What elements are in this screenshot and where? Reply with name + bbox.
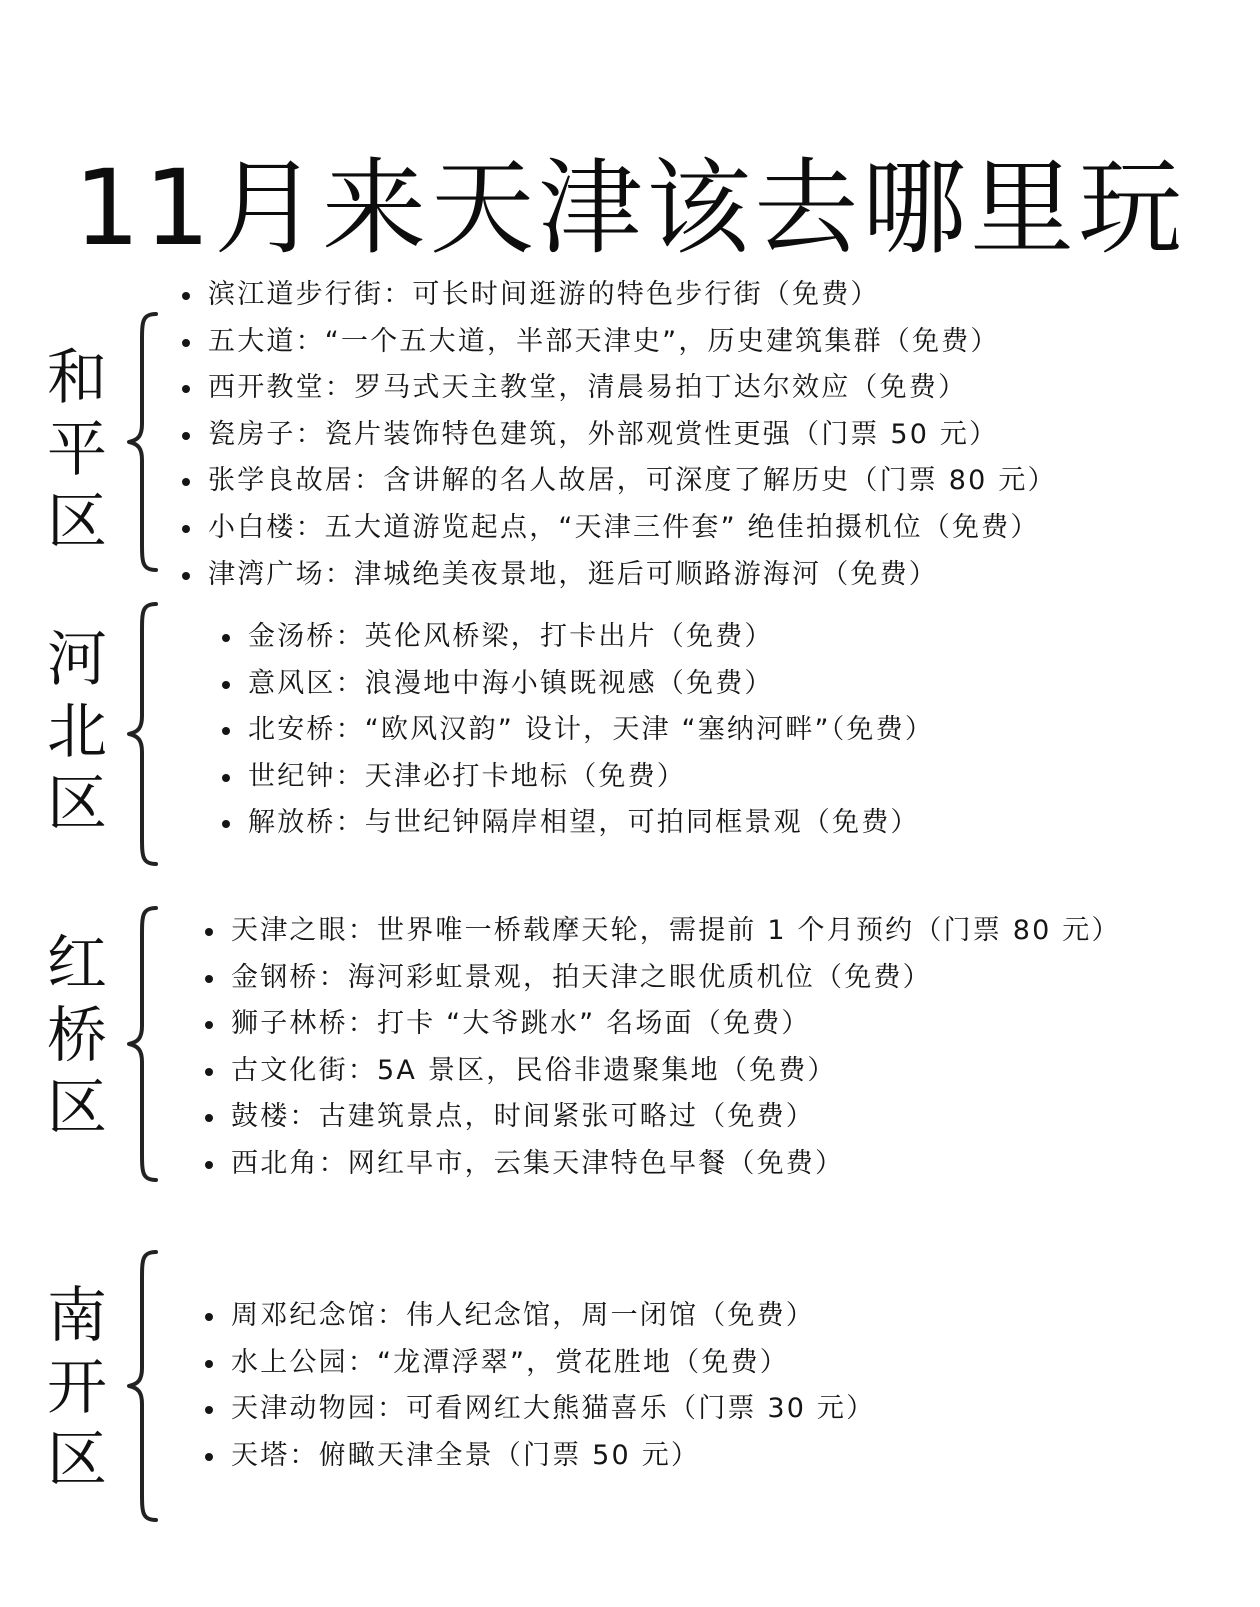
list-item: 瓷房子：瓷片装饰特色建筑，外部观赏性更强（门票 50 元） [208,412,1057,459]
bullet-icon [205,928,213,936]
district-name: 红 桥 区 [47,929,107,1143]
list-item: 鼓楼：古建筑景点，时间紧张可略过（免费） [231,1094,1121,1141]
bullet-icon [182,478,190,486]
item-list [208,272,1057,598]
bullet-icon [182,525,190,533]
list-item: 西北角：网红早市，云集天津特色早餐（免费） [231,1141,1121,1188]
list-item: 金汤桥：英伦风桥梁，打卡出片（免费） [248,614,934,661]
bullet-icon [222,774,230,782]
list-item: 滨江道步行街：可长时间逛游的特色步行街（免费） [208,272,1057,319]
bullet-icon [182,572,190,580]
list-item: 金钢桥：海河彩虹景观，拍天津之眼优质机位（免费） [231,955,1121,1002]
list-item: 北安桥：“欧风汉韵” 设计，天津 “塞纳河畔”（免费） [248,707,934,754]
bullet-icon [205,1068,213,1076]
bullet-icon [182,292,190,300]
bullet-icon [182,385,190,393]
brace-icon [124,906,164,1182]
bullet-icon [205,1406,213,1414]
bullet-icon [205,1360,213,1368]
bullet-icon [222,727,230,735]
page-title: 11月来天津该去哪里玩 [73,146,1187,269]
brace-icon [124,312,164,572]
district-name: 南 开 区 [47,1281,107,1495]
list-item: 天津动物园：可看网红大熊猫喜乐（门票 30 元） [231,1386,875,1433]
list-item: 津湾广场：津城绝美夜景地，逛后可顺路游海河（免费） [208,552,1057,599]
list-item: 天津之眼：世界唯一桥载摩天轮，需提前 1 个月预约（门票 80 元） [231,908,1121,955]
district-name: 和 平 区 [47,343,107,557]
bullet-icon [182,432,190,440]
bullet-icon [182,339,190,347]
list-item: 水上公园：“龙潭浮翠”，赏花胜地（免费） [231,1340,875,1387]
item-list [248,614,934,847]
list-item: 解放桥：与世纪钟隔岸相望，可拍同框景观（免费） [248,800,934,847]
item-list [231,908,1121,1188]
list-item: 张学良故居：含讲解的名人故居，可深度了解历史（门票 80 元） [208,458,1057,505]
bullet-icon [205,975,213,983]
brace-icon [124,602,164,866]
bullet-icon [205,1021,213,1029]
list-item: 天塔：俯瞰天津全景（门票 50 元） [231,1433,875,1480]
bullet-icon [205,1453,213,1461]
list-item: 古文化街：5A 景区，民俗非遗聚集地（免费） [231,1048,1121,1095]
list-item: 西开教堂：罗马式天主教堂，清晨易拍丁达尔效应（免费） [208,365,1057,412]
bullet-icon [222,820,230,828]
bullet-icon [222,634,230,642]
bullet-icon [205,1114,213,1122]
list-item: 世纪钟：天津必打卡地标（免费） [248,754,934,801]
list-item: 周邓纪念馆：伟人纪念馆，周一闭馆（免费） [231,1293,875,1340]
item-list [231,1293,875,1479]
bullet-icon [205,1313,213,1321]
list-item: 五大道：“一个五大道，半部天津史”，历史建筑集群（免费） [208,319,1057,366]
district-name: 河 北 区 [47,625,107,839]
list-item: 狮子林桥：打卡 “大爷跳水” 名场面（免费） [231,1001,1121,1048]
list-item: 意风区：浪漫地中海小镇既视感（免费） [248,661,934,708]
bullet-icon [222,681,230,689]
bullet-icon [205,1161,213,1169]
list-item: 小白楼：五大道游览起点，“天津三件套” 绝佳拍摄机位（免费） [208,505,1057,552]
brace-icon [124,1250,164,1522]
